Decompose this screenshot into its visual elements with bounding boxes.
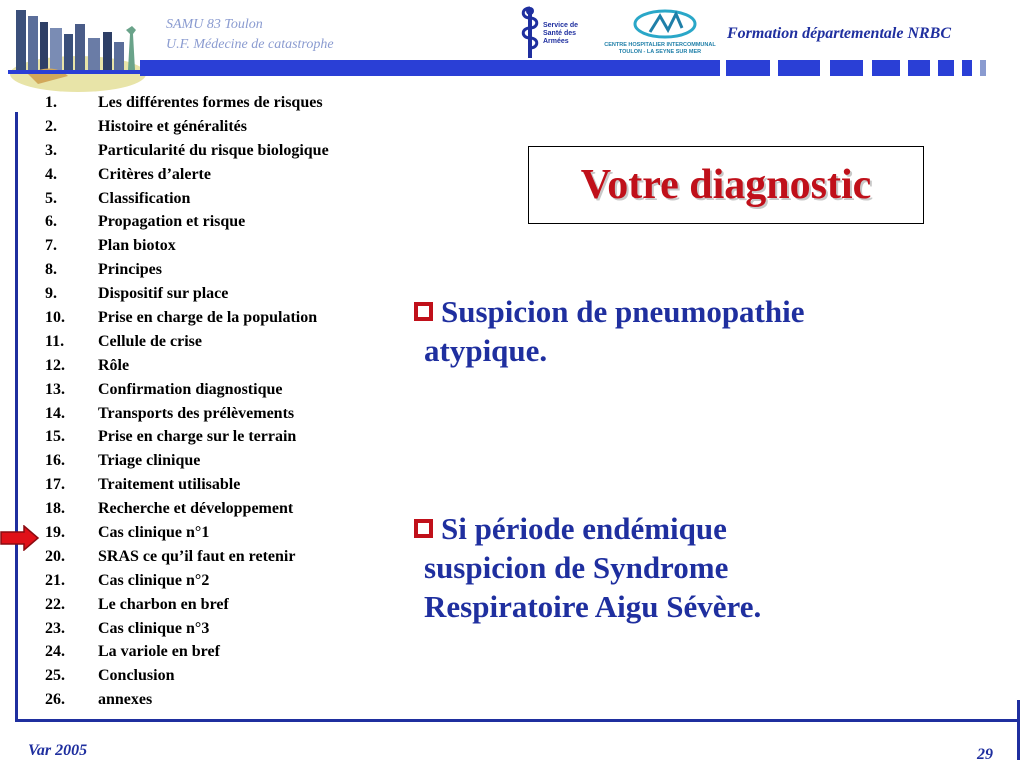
toc-item[interactable] xyxy=(45,190,329,214)
toc-item-label: Cas clinique n°1 xyxy=(98,524,210,542)
toc-item-number: 13. xyxy=(45,380,65,398)
bullet-2-line-3: Respiratoire Aigu Sévère. xyxy=(424,589,762,624)
toc-item-number: 23. xyxy=(45,619,65,637)
toc-item[interactable] xyxy=(45,524,329,548)
toc-item-number: 3. xyxy=(45,141,57,159)
toc-item-number: 8. xyxy=(45,261,57,279)
slide-title: Votre diagnostic xyxy=(580,162,872,208)
toc-item-label: Cellule de crise xyxy=(98,332,202,350)
org-line-1: SAMU 83 Toulon xyxy=(166,17,263,32)
toc-item-number: 11. xyxy=(45,332,65,350)
header-bar xyxy=(962,60,972,76)
toc-item-label: Plan biotox xyxy=(98,237,176,255)
toc-item[interactable] xyxy=(45,333,329,357)
toc-item[interactable] xyxy=(45,548,329,572)
toc-item-number: 1. xyxy=(45,94,57,111)
toc-item-label: SRAS ce qu’il faut en retenir xyxy=(98,547,296,565)
current-item-arrow-icon xyxy=(0,525,40,551)
header-bar xyxy=(830,60,863,76)
bullet-1-line-1: Suspicion de pneumopathie xyxy=(441,294,805,329)
toc-item-label: Prise en charge de la population xyxy=(98,309,318,327)
page-number: 29 xyxy=(977,746,993,763)
header-bar xyxy=(980,60,986,76)
header-bar xyxy=(908,60,930,76)
footer-left: Var 2005 xyxy=(28,742,88,759)
toc-item-label: Conclusion xyxy=(98,667,175,685)
bullet-sras xyxy=(414,509,761,626)
bullet-1-line-2: atypique. xyxy=(424,333,548,368)
toc-item[interactable] xyxy=(45,166,329,190)
hospital-label: CENTRE HOSPITALIER INTERCOMMUNAL TOULON - LA SEYNE SUR MER xyxy=(604,42,716,55)
toc-item-number: 25. xyxy=(45,667,65,685)
toc-item-label: Transports des prélèvements xyxy=(98,404,295,422)
square-bullet-icon xyxy=(414,302,433,321)
toc-item-label: Critères d’alerte xyxy=(98,165,211,183)
toc-item[interactable] xyxy=(45,94,329,118)
bullet-2-line-1: Si période endémique xyxy=(441,511,727,546)
toc-item-number: 10. xyxy=(45,309,65,327)
header-bar xyxy=(872,60,900,76)
toc-item-number: 9. xyxy=(45,285,57,303)
hospital-logo xyxy=(600,8,720,63)
city-logo xyxy=(8,4,148,94)
toc-item-label: Histoire et généralités xyxy=(98,117,247,135)
toc-item[interactable] xyxy=(45,213,329,237)
toc-item[interactable] xyxy=(45,261,329,285)
toc-item-label: Le charbon en bref xyxy=(98,595,229,613)
toc-item-number: 16. xyxy=(45,452,65,470)
toc-item[interactable] xyxy=(45,691,329,715)
toc-item[interactable] xyxy=(45,285,329,309)
toc-item-number: 17. xyxy=(45,476,65,494)
header-bar xyxy=(778,60,820,76)
toc-item-number: 15. xyxy=(45,428,65,446)
toc-item[interactable] xyxy=(45,309,329,333)
bottom-frame-line xyxy=(15,719,1020,722)
toc-item-number: 26. xyxy=(45,691,65,709)
toc-item-number: 7. xyxy=(45,237,57,255)
toc-item-label: Particularité du risque biologique xyxy=(98,141,329,159)
toc-item-number: 21. xyxy=(45,571,65,589)
square-bullet-icon xyxy=(414,519,433,538)
toc-item[interactable] xyxy=(45,476,329,500)
header-bar xyxy=(726,60,770,76)
toc-item-label: annexes xyxy=(98,691,153,709)
toc-item[interactable] xyxy=(45,237,329,261)
toc-item-number: 19. xyxy=(45,524,65,542)
toc-item-label: Principes xyxy=(98,261,162,279)
toc-item-label: Cas clinique n°2 xyxy=(98,571,210,589)
toc-item-number: 6. xyxy=(45,213,57,231)
toc-item-label: Triage clinique xyxy=(98,452,201,470)
toc-item-number: 4. xyxy=(45,165,57,183)
toc-item[interactable] xyxy=(45,357,329,381)
toc-item[interactable] xyxy=(45,142,329,166)
toc-item[interactable] xyxy=(45,500,329,524)
toc-item-number: 5. xyxy=(45,189,57,207)
left-frame-line xyxy=(15,112,18,722)
sante-armees-label: Service de Santé des Armées xyxy=(543,22,579,45)
toc-item[interactable] xyxy=(45,118,329,142)
toc-item[interactable] xyxy=(45,620,329,644)
toc-item-label: Propagation et risque xyxy=(98,213,246,231)
header-bar xyxy=(938,60,954,76)
toc-item-label: La variole en bref xyxy=(98,643,220,661)
toc-item[interactable] xyxy=(45,643,329,667)
toc-item[interactable] xyxy=(45,452,329,476)
toc-item-number: 2. xyxy=(45,117,57,135)
toc-item-number: 18. xyxy=(45,500,65,518)
toc-item-label: Recherche et développement xyxy=(98,500,294,518)
toc-item[interactable] xyxy=(45,667,329,691)
toc-item-label: Cas clinique n°3 xyxy=(98,619,210,637)
toc-item[interactable] xyxy=(45,596,329,620)
toc-item-number: 20. xyxy=(45,547,65,565)
toc-item[interactable] xyxy=(45,572,329,596)
header-bar xyxy=(140,60,720,76)
toc-item-label: Confirmation diagnostique xyxy=(98,380,283,398)
toc-item-label: Classification xyxy=(98,189,191,207)
toc-item-label: Prise en charge sur le terrain xyxy=(98,428,297,446)
toc-item-label: Dispositif sur place xyxy=(98,285,229,303)
toc-item-label: Rôle xyxy=(98,356,130,374)
diagnostic-title-box xyxy=(528,146,924,224)
toc-item[interactable] xyxy=(45,428,329,452)
org-line-2: U.F. Médecine de catastrophe xyxy=(166,37,334,52)
toc-item-label: Les différentes formes de risques xyxy=(98,94,323,111)
toc-item-number: 14. xyxy=(45,404,65,422)
toc-item[interactable] xyxy=(45,381,329,405)
toc-item-number: 24. xyxy=(45,643,65,661)
toc-item[interactable] xyxy=(45,405,329,429)
toc-item-label: Traitement utilisable xyxy=(98,476,241,494)
toc-item-number: 12. xyxy=(45,356,65,374)
toc-item-number: 22. xyxy=(45,595,65,613)
bullet-2-line-2: suspicion de Syndrome xyxy=(424,550,729,585)
right-frame-line xyxy=(1017,700,1020,760)
sante-armees-logo xyxy=(515,6,595,61)
table-of-contents xyxy=(45,94,329,715)
bullet-pneumopathie xyxy=(414,292,805,370)
course-title: Formation départementale NRBC xyxy=(727,25,952,42)
